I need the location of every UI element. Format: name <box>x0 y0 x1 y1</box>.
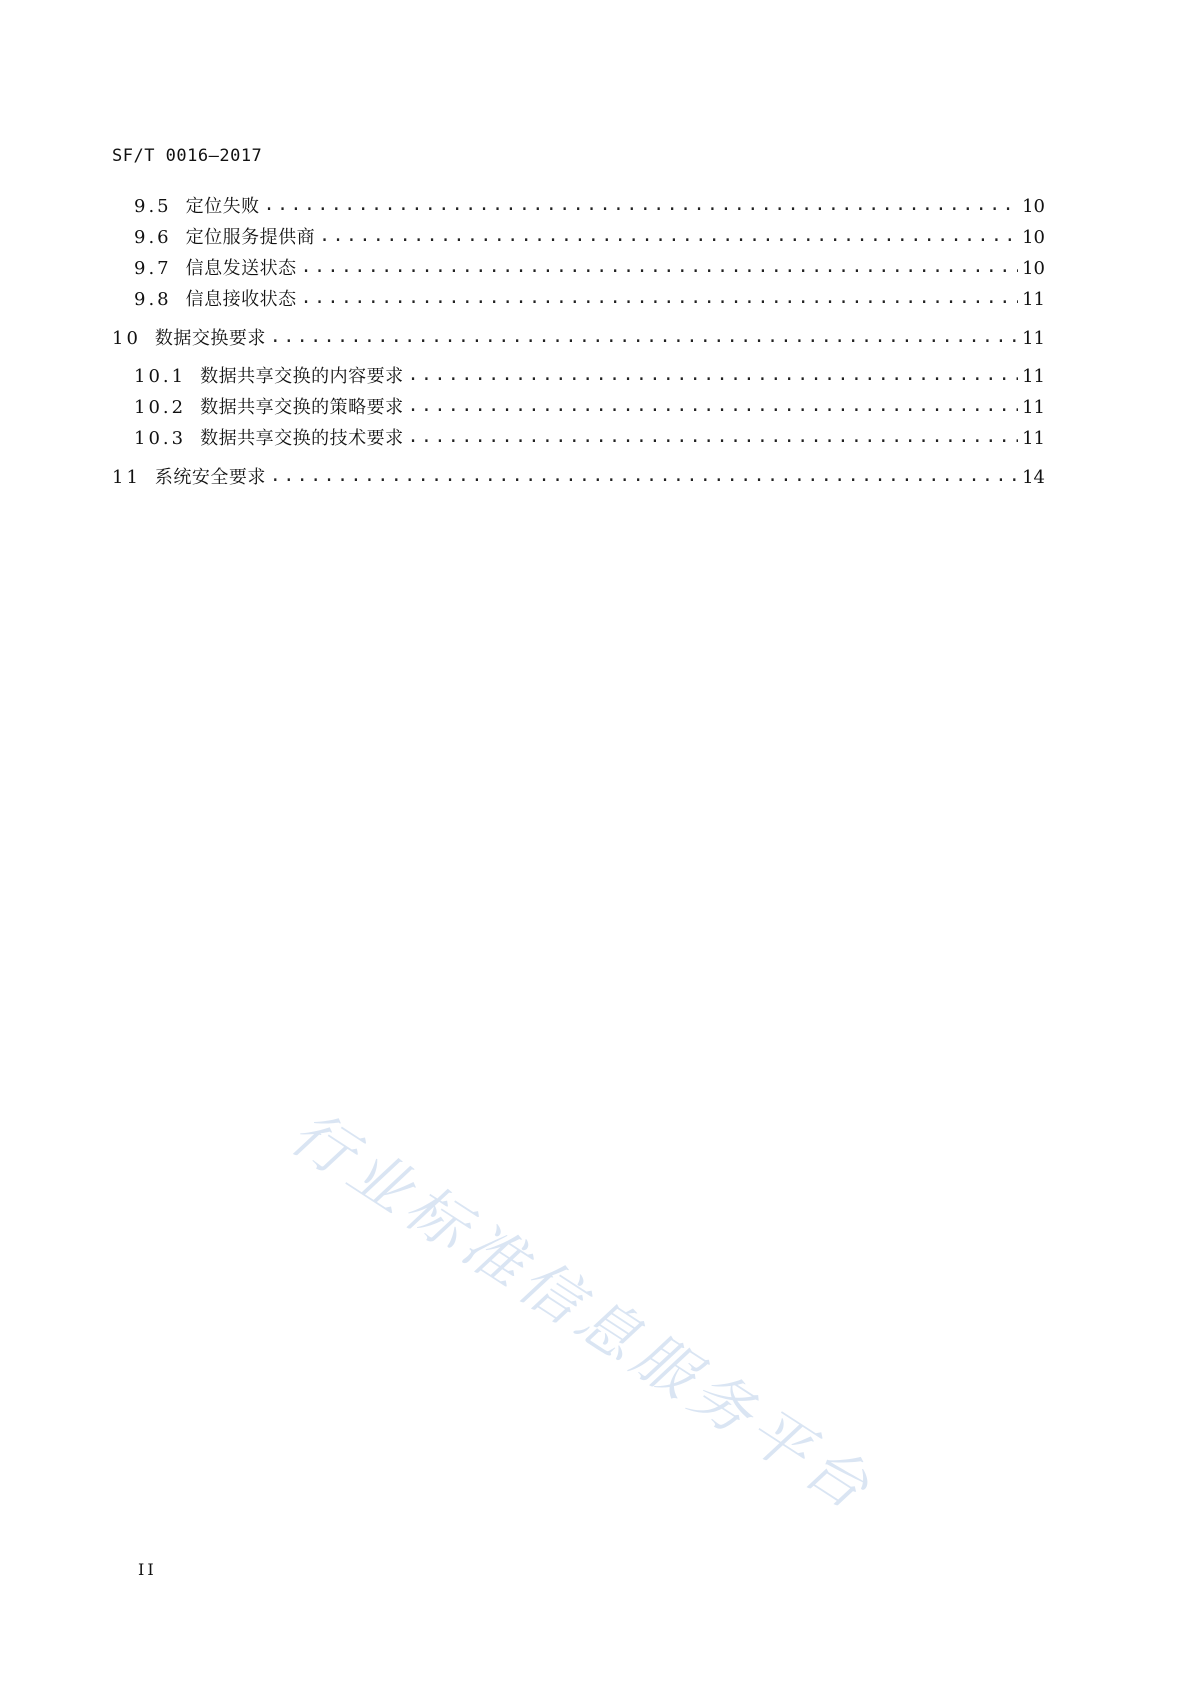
toc-dot-leader <box>408 364 1019 385</box>
toc-entry-title: 数据共享交换的内容要求 <box>200 366 404 387</box>
toc-entry-10[interactable] <box>112 324 1045 355</box>
toc-entry-9-6[interactable] <box>112 223 1045 254</box>
toc-entry-title: 信息接收状态 <box>185 289 297 310</box>
toc-entry-page: 14 <box>1022 467 1045 488</box>
toc-entry-number: 10.1 <box>134 366 187 387</box>
watermark-text: 行业标准信息服务平台 <box>278 1097 887 1527</box>
toc-dot-leader <box>270 326 1018 347</box>
toc-entry-page: 11 <box>1022 328 1045 349</box>
toc-entry-number: 11 <box>112 467 141 488</box>
toc-entry-9-8[interactable] <box>112 285 1045 316</box>
toc-entry-page: 10 <box>1022 227 1045 248</box>
toc-entry-10-3[interactable] <box>112 424 1045 455</box>
toc-dot-leader <box>301 256 1018 277</box>
toc-entry-title: 定位失败 <box>185 196 260 217</box>
toc-entry-number: 9.5 <box>134 196 172 217</box>
toc-entry-page: 11 <box>1022 289 1045 310</box>
toc-entry-title: 数据共享交换的策略要求 <box>200 397 404 418</box>
standard-code: SF/T 0016—2017 <box>112 146 263 166</box>
table-of-contents <box>112 192 1045 494</box>
toc-entry-9-5[interactable] <box>112 192 1045 223</box>
toc-entry-number: 9.7 <box>134 258 172 279</box>
toc-entry-number: 10.2 <box>134 397 187 418</box>
toc-dot-leader <box>408 395 1019 416</box>
toc-entry-11[interactable] <box>112 463 1045 494</box>
toc-entry-title: 数据共享交换的技术要求 <box>200 428 404 449</box>
toc-entry-number: 9.8 <box>134 289 172 310</box>
toc-entry-10-2[interactable] <box>112 393 1045 424</box>
toc-entry-number: 9.6 <box>134 227 172 248</box>
toc-entry-9-7[interactable] <box>112 254 1045 285</box>
toc-dot-leader <box>408 426 1019 447</box>
toc-entry-title: 系统安全要求 <box>154 467 266 488</box>
toc-entry-title: 定位服务提供商 <box>185 227 316 248</box>
toc-entry-title: 信息发送状态 <box>185 258 297 279</box>
toc-entry-page: 11 <box>1022 397 1045 418</box>
toc-entry-page: 10 <box>1022 258 1045 279</box>
toc-dot-leader <box>319 225 1018 246</box>
toc-dot-leader <box>264 194 1018 215</box>
toc-dot-leader <box>270 465 1018 486</box>
page-number: II <box>138 1560 157 1579</box>
toc-entry-10-1[interactable] <box>112 362 1045 393</box>
toc-entry-page: 11 <box>1022 428 1045 449</box>
toc-entry-page: 11 <box>1022 366 1045 387</box>
toc-entry-number: 10 <box>112 328 141 349</box>
toc-entry-number: 10.3 <box>134 428 187 449</box>
toc-dot-leader <box>301 287 1018 308</box>
toc-entry-title: 数据交换要求 <box>154 328 266 349</box>
toc-entry-page: 10 <box>1022 196 1045 217</box>
